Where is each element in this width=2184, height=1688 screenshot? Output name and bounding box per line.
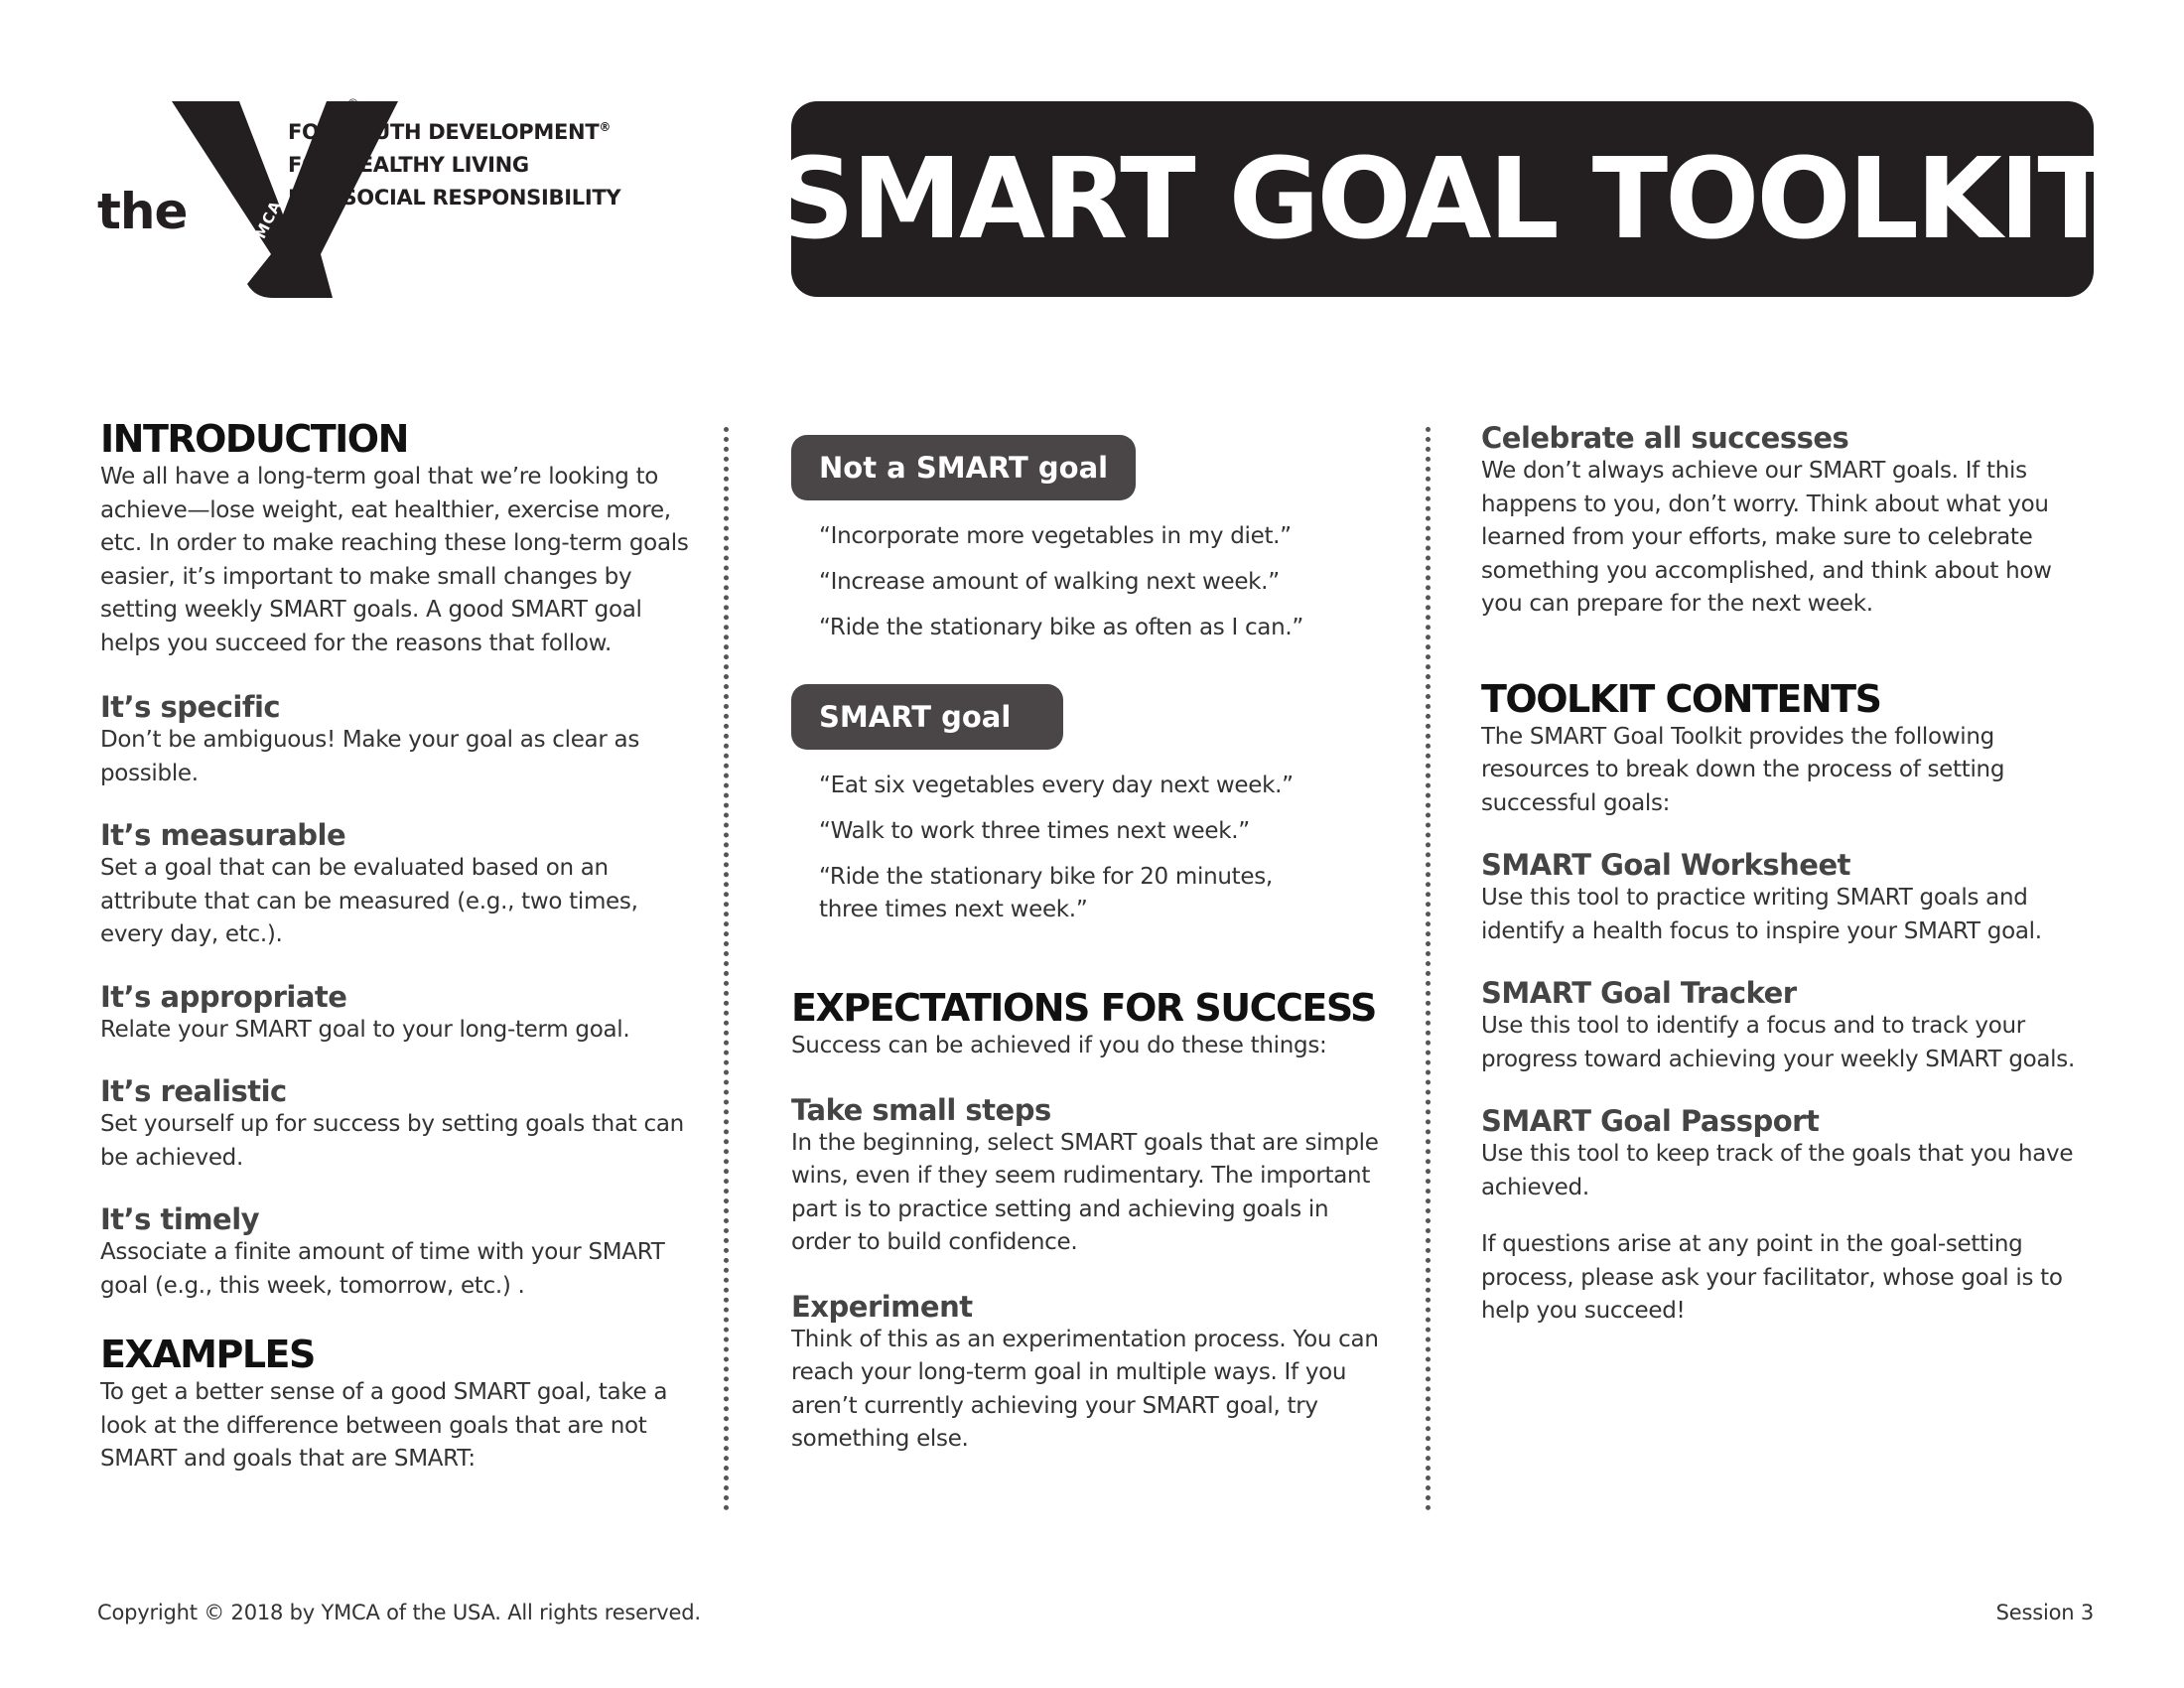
toolkit-contents-text: The SMART Goal Toolkit provides the following resources to break down the process of setting successful goals: [1481,723,2005,816]
tool-heading: SMART Goal Worksheet [1481,848,1850,882]
not-smart-example: “Incorporate more vegetables in my diet.” [819,523,1292,549]
celebrate-heading: Celebrate all successes [1481,421,1849,455]
tool-text: Use this tool to keep track of the goals that you have achieved. [1481,1141,2074,1200]
expectations-heading: EXPECTATIONS FOR SUCCESS [791,986,1376,1030]
introduction-text: We all have a long-term goal that we’re looking to achieve—lose weight, eat healthier, exercise more, etc. In order to make reaching these long-term goals easier, it’s important to make small changes by setting weekly SMART goals. A good SMART goal helps you succeed for the reasons that follow. [100,464,689,656]
introduction-heading: INTRODUCTION [100,417,408,461]
smart-example: “Eat six vegetables every day next week.” [819,773,1294,798]
smart-example: “Ride the stationary bike for 20 minutes, three times next week.” [819,864,1273,922]
ymca-tagline [288,111,620,214]
not-smart-example: “Ride the stationary bike as often as I can.” [819,615,1304,640]
title-banner [774,101,2111,297]
expectations-text: Success can be achieved if you do these things: [791,1033,1327,1058]
smart-example: “Walk to work three times next week.” [819,818,1250,844]
take-small-steps-text: In the beginning, select SMART goals that are simple wins, even if they seem rudimentary. The important part is to practice setting and achieving goals in order to build confidence. [791,1129,1379,1255]
examples-heading: EXAMPLES [100,1333,315,1376]
criterion-heading: It’s timely [100,1202,260,1236]
celebrate-text: We don’t always achieve our SMART goals. If this happens to you, don’t worry. Think about what you learned from your efforts, make sure to celebrate something you accomplished, and think about how you can prepare for the next week. [1481,458,2052,617]
criterion-text: Relate your SMART goal to your long-term goal. [100,1016,630,1043]
criterion-text: Associate a finite amount of time with your SMART goal (e.g., this week, tomorrow, etc.) . [100,1239,665,1299]
criterion-heading: It’s appropriate [100,979,347,1014]
tool-heading: SMART Goal Tracker [1481,976,1797,1010]
tagline-line: FOR SOCIAL RESPONSIBILITY [288,186,621,210]
column-divider [724,427,729,1511]
experiment-text: Think of this as an experimentation process. You can reach your long-term goal in multiple ways. If you aren’t currently achieving your SMART goal, try something else. [791,1326,1379,1452]
copyright-notice: Copyright © 2018 by YMCA of the USA. All rights reserved. [97,1601,701,1624]
tool-heading: SMART Goal Passport [1481,1104,1820,1138]
smart-goal-label: SMART goal [791,684,1063,750]
column-introduction [100,417,696,1477]
criterion-text: Set a goal that can be evaluated based on an attribute that can be measured (e.g., two times, every day, etc.). [100,855,638,947]
column-toolkit [1481,421,2097,1329]
experiment-heading: Experiment [791,1289,973,1324]
examples-text: To get a better sense of a good SMART goal, take a look at the difference between goals that are not SMART and goals that are SMART: [100,1379,668,1472]
page-title: SMART GOAL TOOLKIT [774,134,2111,264]
tagline-line: FOR HEALTHY LIVING [288,153,529,177]
not-smart-example: “Increase amount of walking next week.” [819,569,1280,595]
logo-registered-mark: ® [346,97,359,112]
tagline-registered-mark: ® [599,120,612,134]
tagline-line: FOR YOUTH DEVELOPMENT® [288,120,612,144]
logo-the-text: the [97,183,188,240]
session-label: Session 3 [1995,1601,2094,1624]
criterion-text: Don’t be ambiguous! Make your goal as clear as possible. [100,727,639,786]
criterion-heading: It’s measurable [100,818,346,852]
take-small-steps-heading: Take small steps [791,1092,1051,1127]
column-divider [1426,427,1431,1511]
closing-text: If questions arise at any point in the goal-setting process, please ask your facilitator, whose goal is to help you succeed! [1481,1231,2063,1324]
criterion-heading: It’s specific [100,690,281,724]
criterion-text: Set yourself up for success by setting goals that can be achieved. [100,1111,684,1171]
column-examples [791,435,1387,1457]
tool-text: Use this tool to identify a focus and to track your progress toward achieving your weekly SMART goals. [1481,1013,2075,1072]
toolkit-contents-heading: TOOLKIT CONTENTS [1481,676,1881,721]
not-smart-goal-label: Not a SMART goal [791,435,1136,500]
tool-text: Use this tool to practice writing SMART goals and identify a health focus to inspire your SMART goal. [1481,885,2042,944]
criterion-heading: It’s realistic [100,1074,287,1108]
logo-ymca-text: YMCA [246,197,286,252]
